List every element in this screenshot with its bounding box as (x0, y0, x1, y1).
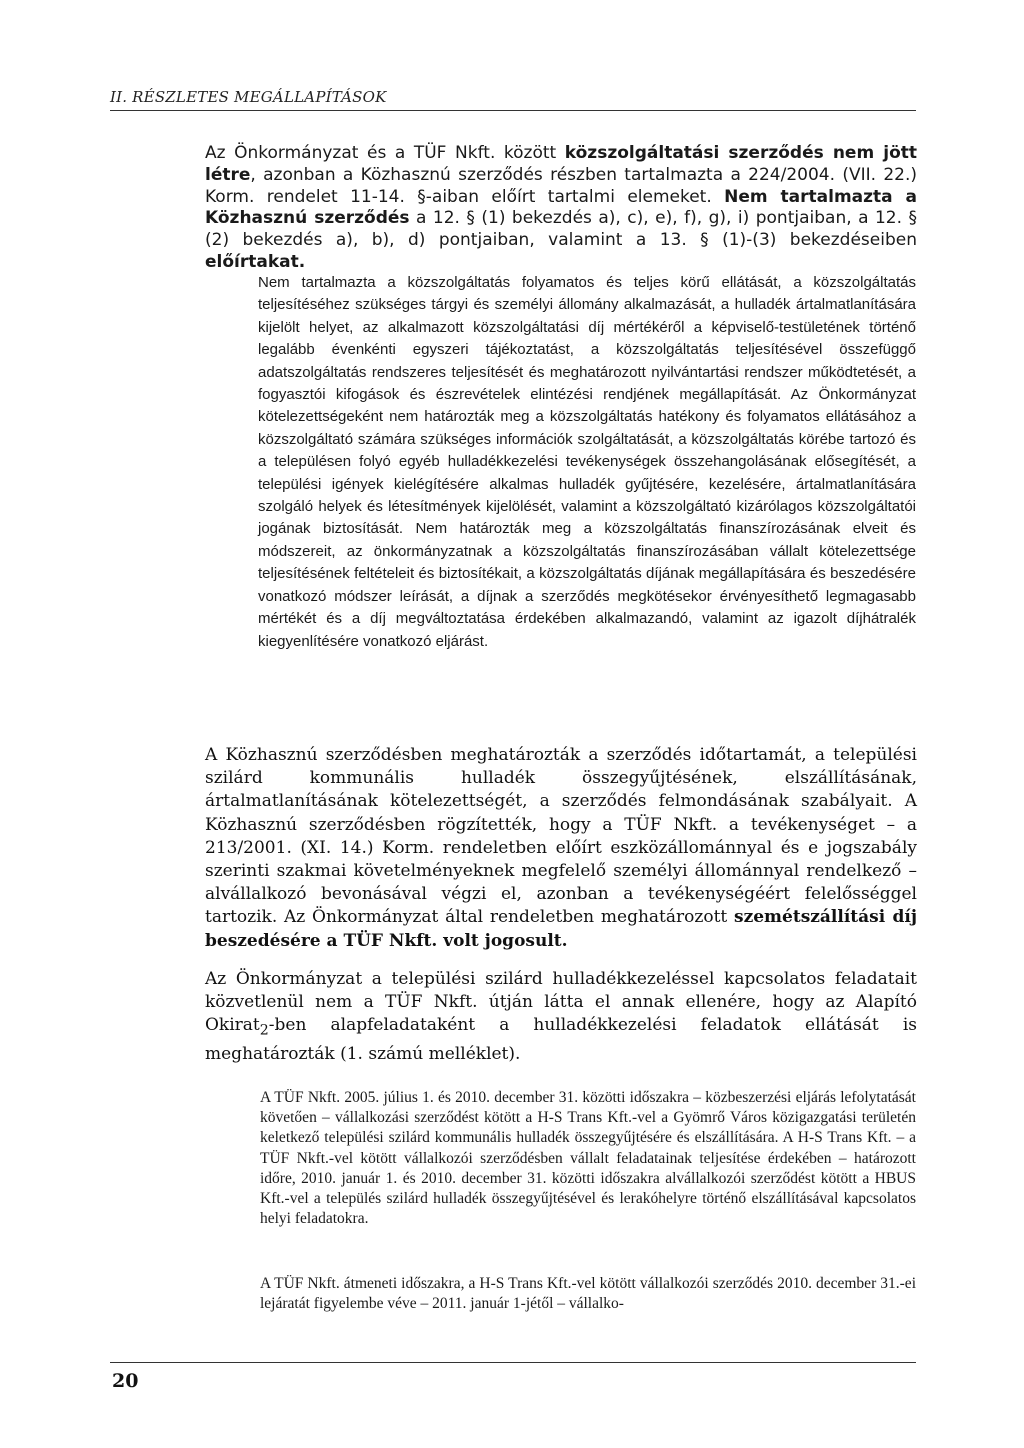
running-header: II. RÉSZLETES MEGÁLLAPÍTÁSOK (110, 88, 387, 106)
paragraph-summary (205, 143, 917, 274)
header-rule (110, 110, 916, 111)
bold-run: közszolgáltatási szerződés nem jött létre (205, 143, 917, 185)
page-number: 20 (112, 1370, 139, 1392)
paragraph-transition-period: A TÜF Nkft. átmeneti időszakra, a H-S Trans Kft.-vel kötött vállalkozói szerződés 2010. december 31.-ei lejáratát figyelembe véve – 2011. január 1-jétől – vállalko- (260, 1275, 916, 1313)
bold-run: szemétszállítási díj beszedésére a TÜF Nkft. volt jogosult. (205, 907, 917, 951)
bold-run: előírtakat. (205, 251, 306, 272)
paragraph-contract-contents (205, 744, 917, 953)
text-run: , azonban a Közhasznú szerződés részben tartalmazta a 224/2004. (VII. 22.) Korm. rendelet 11-14. §-aiban előírt tartalmi elemeket. (205, 164, 917, 207)
text-run: -ben alapfeladataként a hulladékkezelési feladatok ellátását is meghatározták (1. számú melléklet). (205, 1015, 917, 1064)
text-run: A Közhasznú szerződésben meghatározták a szerződés időtartamát, a települési szilárd kommunális hulladék összegyűjtésének, elszállításának, ártalmatlanításának kötelezettségét, a szerződés felmondásának szabályait. A Közhasznú szerződésben rögzítették, hogy a TÜF Nkft. a tevékenységet – a 213/2001. (XI. 14.) Korm. rendeletben előírt eszközállománnyal és e jogszabály szerinti szakmai követelményeknek megfelelő személyi állománnyal rendelkező – alvállalkozó bevonásával végzi el, azonban a tevékenységéért felelősséggel tartozik. Az Önkormányzat által rendeletben meghatározott (205, 745, 917, 928)
text-run: Az Önkormányzat a települési szilárd hulladékkezeléssel kapcsolatos feladatait közvetlenül nem a TÜF Nkft. útján látta el annak ellenére, hogy az Alapító Okirat (205, 969, 917, 1036)
paragraph-missing-elements: Nem tartalmazta a közszolgáltatás folyamatos és teljes körű ellátását, a közszolgáltatás teljesítéséhez szükséges tárgyi és személyi állomány alkalmazását, a hulladék ártalmatlanítására kijelölt helyet, az alkalmazott közszolgáltatási díj mértékéről a képviselő-testületének történő legalább évenkénti egyszeri tájékoztatást, a közszolgáltatás teljesítésével összefüggő adatszolgáltatás rendszeres teljesítését és meghatározott nyilvántartási rendszer működtetését, a fogyasztói kifogások és észrevételek elintézési rendjének megállapítását. Az Önkormányzat kötelezettségeként nem határozták meg a közszolgáltatás hatékony és folyamatos ellátásához a közszolgáltató számára szükséges információk szolgáltatását, a közszolgáltatás körébe tartozó és a településen folyó egyéb hulladékkezelési tevékenységek összehangolásának elősegítését, a települési igények kielégítésére alkalmas hulladék gyűjtésére, kezelésére, ártalmatlanítására szolgáló helyek és létesítmények kijelölését, valamint a közszolgáltató kizárólagos közszolgáltatói jogának biztosítását. Nem határozták meg a közszolgáltatás finanszírozásának elveit és módszereit, az önkormányzatnak a közszolgáltatás finanszírozásában vállalt kötelezettsége teljesítésének feltételeit és biztosítékait, a közszolgáltatás díjának megállapítására és beszedésére vonatkozó módszer leírását, a díjnak a szerződés megkötésekor érvényesíthető legmagasabb mértékét és a díj megváltoztatása érdekében alkalmazandó, valamint az igazolt díjhátralék kiegyenlítésére vonatkozó eljárást. (258, 274, 916, 650)
paragraph-municipal-tasks (205, 968, 917, 1066)
subscript: 2 (259, 1022, 269, 1039)
paragraph-hs-trans-contract: A TÜF Nkft. 2005. július 1. és 2010. december 31. közötti időszakra – közbeszerzési eljárás lefolytatását követően – vállalkozási szerződést kötött a H-S Trans Kft.-vel a Gyömrő Város közigazgatási területén keletkező települési szilárd kommunális hulladék összegyűjtésére és elszállítására. A H-S Trans Kft. – a TÜF Nkft.-vel kötött vállalkozói szerződésben vállalt feladatainak teljesítése érdekében – határozott időre, 2010. január 1. és 2010. december 31. közötti időszakra alvállalkozói szerződést kötött a HBUS Kft.-vel a település szilárd hulladék összegyűjtésével és lerakóhelyre történő elszállításával kapcsolatos helyi feladatokra. (260, 1089, 916, 1228)
text-run: Az Önkormányzat és a TÜF Nkft. között (205, 143, 565, 163)
bold-run: Nem tartalmazta a Közhasznú szerződés (205, 186, 917, 229)
footer-rule (110, 1362, 916, 1363)
text-run: a 12. § (1) bekezdés a), c), e), f), g), i) pontjaiban, a 12. § (2) bekezdés a), b), d) pontjaiban, valamint a 13. § (1)-(3) bekezdéseiben (205, 208, 917, 251)
